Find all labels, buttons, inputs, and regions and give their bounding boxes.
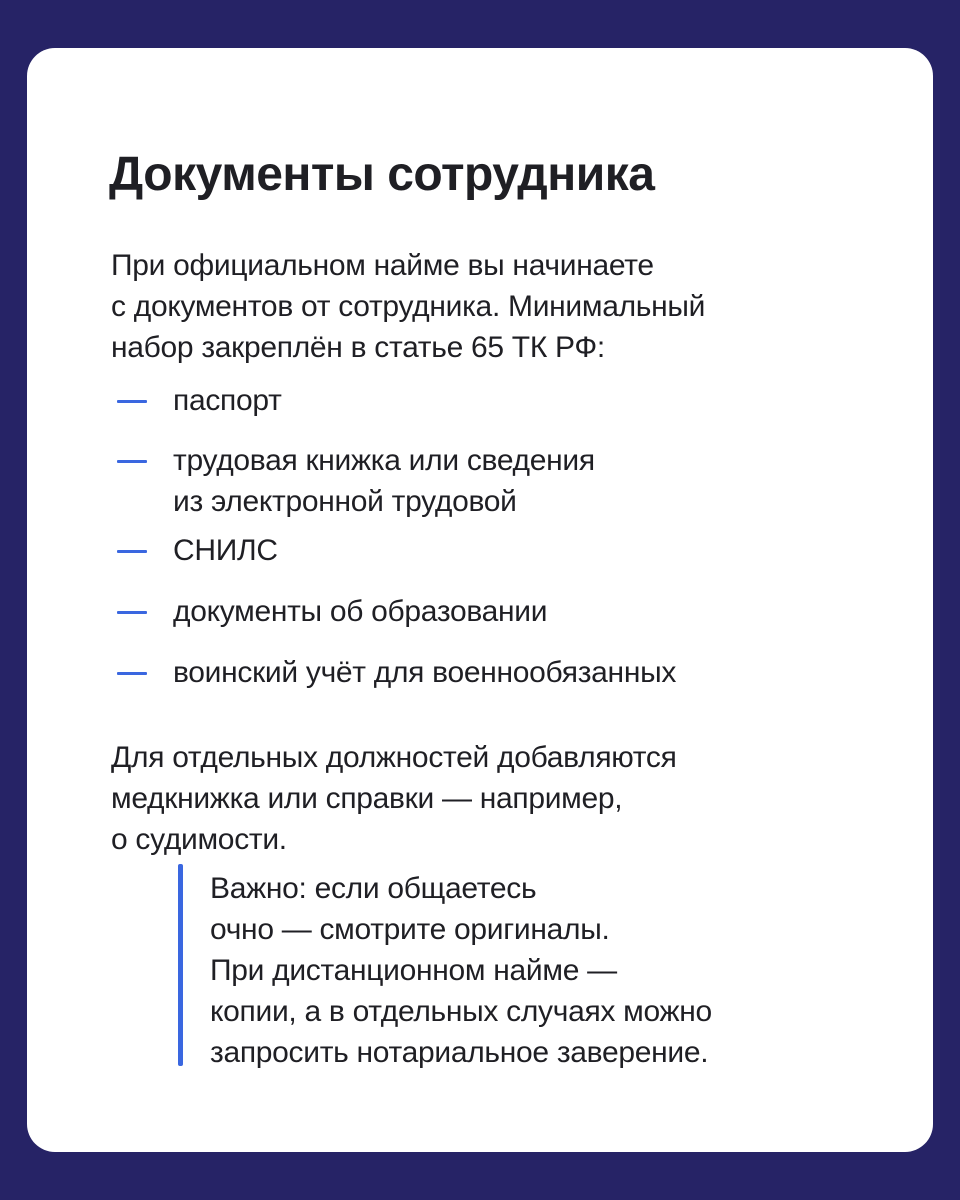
outro-line: медкнижка или справки — например, [111, 782, 623, 815]
intro-line: с документов от сотрудника. Минимальный [111, 290, 706, 323]
content-card [27, 48, 933, 1152]
page-title: Документы сотрудника [109, 148, 655, 201]
note-line: При дистанционном найме — [210, 954, 617, 987]
outro-paragraph [111, 737, 871, 860]
list-item-line: из электронной трудовой [173, 485, 517, 518]
dash-bullet-icon [117, 672, 147, 675]
list-item-line: трудовая книжка или сведения [173, 444, 595, 477]
list-item-label: документы об образовании [173, 595, 548, 628]
intro-line: При официальном найме вы начинаете [111, 249, 654, 282]
intro-line: набор закреплён в статье 65 ТК РФ: [111, 331, 605, 364]
dash-bullet-icon [117, 400, 147, 403]
important-note [210, 868, 850, 1073]
outro-line: о судимости. [111, 823, 287, 856]
list-item-label [173, 440, 595, 522]
note-line: Важно: если общаетесь [210, 872, 537, 905]
note-line: запросить нотариальное заверение. [210, 1036, 709, 1069]
outro-line: Для отдельных должностей добавляются [111, 741, 677, 774]
note-line: копии, а в отдельных случаях можно [210, 995, 712, 1028]
list-item-label: паспорт [173, 384, 282, 417]
dash-bullet-icon [117, 460, 147, 463]
intro-paragraph [111, 245, 871, 368]
note-line: очно — смотрите оригиналы. [210, 913, 610, 946]
note-accent-bar [178, 864, 183, 1066]
list-item-label: СНИЛС [173, 534, 278, 567]
dash-bullet-icon [117, 550, 147, 553]
list-item-label: воинский учёт для военнообязанных [173, 656, 677, 689]
dash-bullet-icon [117, 611, 147, 614]
